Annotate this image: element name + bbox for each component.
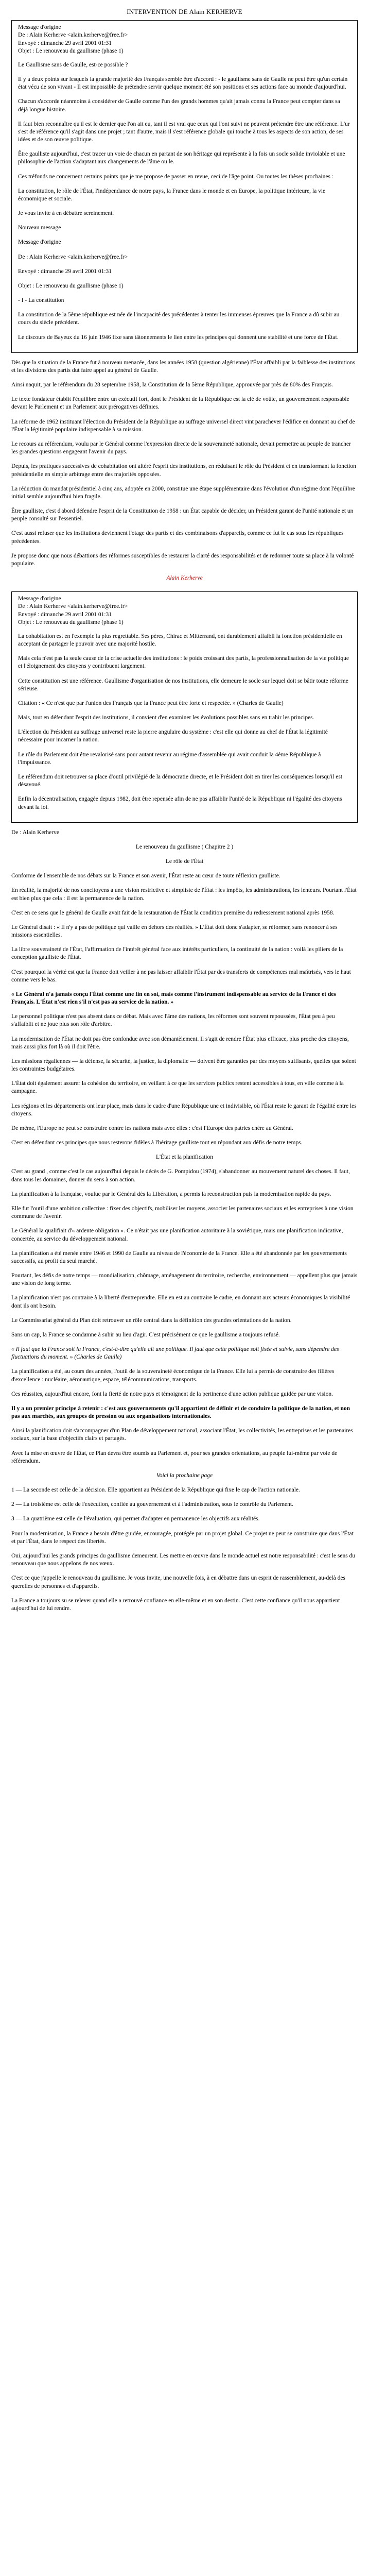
paragraph: La planification à la française, voulue par le Général dès la Libération, a permis la reconstruction puis la modernisation rapide du pays. xyxy=(11,1191,331,1197)
paragraph: L'élection du Président au suffrage universel reste la pierre angulaire du système : c'est elle qui donne au chef de l'État la légitimité nécessaire pour incarner la nation. xyxy=(18,729,328,743)
paragraph: Conforme de l'ensemble de nos débats sur la France et son avenir, l'État reste au cœur de toute réflexion gaulliste. xyxy=(11,873,280,879)
de-header: De : Alain Kerherve xyxy=(11,829,59,836)
paragraph: Oui, aujourd'hui les grands principes du gaullisme demeurent. Les mettre en œuvre dans le monde actuel est notre responsabilité : c'est le sens du renouveau que nous appelons de nos vœux. xyxy=(11,1552,356,1567)
section-plan-development xyxy=(11,1427,358,1465)
paragraph: C'est en défendant ces principes que nous resterons fidèles à l'héritage gaulliste tout en répondant aux défis de notre temps. xyxy=(11,1140,303,1146)
header-line: Objet : Le renouveau du gaullisme (phase 1) xyxy=(18,619,124,625)
paragraph: Dès que la situation de la France fut à nouveau menacée, dans les années 1958 (question algérienne) l'État affaibli par la faiblesse des institutions et les divisions des partis dut faire appel au général de Gaulle. xyxy=(11,359,355,374)
message-header xyxy=(18,24,351,55)
paragraph: Elle fut l'outil d'une ambition collective : fixer des objectifs, mobiliser les moyens, associer les partenaires sociaux et les entreprises à une vision commune de l'avenir. xyxy=(11,1206,354,1220)
paragraph: Mais cela n'est pas la seule cause de la crise actuelle des institutions : le poids croissant des partis, la professionnalisation de la vie politique et l'éloignement des citoyens y contribuent largement. xyxy=(18,655,349,670)
paragraph: La constitution de la 5ème république est née de l'incapacité des précédentes à tenter les immenses épreuves que la France a dû subir au cours du siècle précédent. xyxy=(18,312,340,326)
section-heading-plan: L'État et la planification xyxy=(156,1154,213,1161)
paragraph: Les missions régaliennes — la défense, la sécurité, la justice, la diplomatie — doivent être garanties par des moyens suffisants, quelles que soient les contraintes budgétaires. xyxy=(11,1058,356,1073)
paragraph: Enfin la décentralisation, engagée depuis 1982, doit être repensée afin de ne pas affaiblir l'unité de la République ni l'égalité des citoyens devant la loi. xyxy=(18,796,342,810)
list-item: 2 — La troisième est celle de l'exécution, confiée au gouvernement et à l'administration, sous le contrôle du Parlement. xyxy=(11,1501,293,1508)
paragraph: Ces réussites, aujourd'hui encore, font la fierté de notre pays et témoignent de la pertinence d'une action publique guidée par une vision. xyxy=(11,1391,333,1397)
paragraph: En réalité, la majorité de nos concitoyens a une vision restrictive et simpliste de l'État : les impôts, les administrations, les lenteurs. Pourtant l'État est bien plus que cela : il est la permanence de la nation. xyxy=(11,887,357,902)
paragraph: C'est aussi refuser que les institutions deviennent l'otage des partis et des combinaisons d'appareils, comme ce fut le cas sous les républiques précédentes. xyxy=(11,530,344,545)
paragraph: Le Général disait : « Il n'y a pas de politique qui vaille en dehors des réalités. » L'État doit donc s'adapter, se réformer, sans renoncer à ses missions essentielles. xyxy=(11,924,338,939)
chapter-subtitle: Le renouveau du gaullisme ( Chapitre 2 ) xyxy=(135,843,234,850)
paragraph: La planification a été menée entre 1946 et 1990 de Gaulle au niveau de l'économie de la France. Elle a été abandonnée par les gouvernements successifs, au profit du seul marché. xyxy=(11,1250,347,1264)
page-title: INTERVENTION DE Alain KERHERVE xyxy=(127,8,242,15)
paragraph: Le référendum doit retrouver sa place d'outil privilégié de la démocratie directe, et le Président doit en tirer les conséquences lorsqu'il est désavoué. xyxy=(18,773,343,788)
paragraph: Mais, tout en défendant l'esprit des institutions, il convient d'en examiner les évolutions possibles sans en trahir les principes. xyxy=(18,715,314,721)
paragraph: Les régions et les départements ont leur place, mais dans le cadre d'une République une et indivisible, où l'État reste le garant de l'égalité entre les citoyens. xyxy=(11,1103,357,1117)
paragraph: C'est ce que j'appelle le renouveau du gaullisme. Je vous invite, une nouvelle fois, à en débattre dans un esprit de rassemblement, au-delà des querelles de personnes et d'appareils. xyxy=(11,1575,345,1589)
paragraph: La modernisation de l'État ne doit pas être confondue avec son démantèlement. Il s'agit de rendre l'État plus efficace, plus proche des citoyens, mais aussi plus fort là où il doit l'être. xyxy=(11,1036,349,1050)
plan-paragraphs-2 xyxy=(11,1368,358,1398)
paragraph: La France a toujours su se relever quand elle a retrouvé confiance en elle-même et en son destin. C'est cette confiance qu'il nous appartient aujourd'hui de lui rendre. xyxy=(11,1597,340,1612)
quote-block: « Le Général n'a jamais conçu l'État comme une fin en soi, mais comme l'instrument indispensable au service de la France et des Français. L'État n'est rien s'il n'est pas au service de la nation. » xyxy=(11,991,336,1006)
paragraph: Le Général la qualifiait d'« ardente obligation ». Ce n'était pas une planification autoritaire à la soviétique, mais une planification indicative, concertée, au service du développement national. xyxy=(11,1228,343,1242)
main-body xyxy=(11,359,358,568)
section-heading-state: Le rôle de l'État xyxy=(165,858,204,865)
paragraph: Ainsi naquit, par le référendum du 28 septembre 1958, la Constitution de la 5ème République, approuvée par près de 80% des Français. xyxy=(11,382,333,388)
paragraph: Le personnel politique n'est pas absent dans ce débat. Mais avec l'âme des nations, les réformes sont souvent repoussées, l'État peu à peu s'affaiblit et ne joue plus son rôle d'arbitre. xyxy=(11,1013,335,1028)
header-line: Envoyé : dimanche 29 avril 2001 01:31 xyxy=(18,40,112,46)
paragraph: Le Commissariat général du Plan doit retrouver un rôle central dans la définition des grandes orientations de la nation. xyxy=(11,1317,292,1324)
paragraph: Ces tréfonds ne concernent certains points que je me propose de passer en revue, ceci de l'âge point. Ou toutes les thèses prochaines : xyxy=(18,173,333,180)
paragraph: C'est au grand , comme c'est le cas aujourd'hui depuis le décès de G. Pompidou (1974), s'abandonner au mouvement naturel des choses. Il faut, dans tous les domaines, donner du sens à son action. xyxy=(11,1168,350,1183)
paragraph: De même, l'Europe ne peut se construire contre les nations mais avec elles : c'est l'Europe des patries chère au Général. xyxy=(11,1125,293,1131)
signature: Alain Kerherve xyxy=(166,575,203,582)
paragraph: Pour la modernisation, la France a besoin d'être guidée, encouragée, protégée par un projet global. Ce projet ne peut se construire que dans l'État et par l'État, dans le respect des libertés. xyxy=(11,1530,354,1545)
paragraph: Il faut bien reconnaître qu'il est le dernier que l'on ait eu, tant il est vrai que ceux qui l'ont suivi ne peuvent prétendre être une référence. L'ur s'est de référence qu'il s'agit dans une projet ; tant d'autre, mais il s'est référence globale qui touche à tous les aspects de son action, de ses idées et de son œuvre politique. xyxy=(18,121,350,143)
paragraph: C'est pourquoi la vérité est que la France doit veiller à ne pas laisser affaiblir l'État par des transferts de compétences mal maîtrisés, vers le haut comme vers le bas. xyxy=(11,969,351,983)
section-plan xyxy=(11,1168,358,1243)
plan-paragraphs xyxy=(11,1250,358,1339)
paragraph: Avec la mise en œuvre de l'État, ce Plan devra être soumis au Parlement et, pour ses grandes orientations, au peuple lui-même par voie de référendum. xyxy=(11,1450,338,1464)
header-line: Message d'origine xyxy=(18,596,61,602)
paragraph: La cohabitation est en l'exemple la plus regrettable. Ses pères, Chirac et Mitterrand, ont durablement affaibli la fonction présidentielle en acceptant de partager le pouvoir avec une majorité hostile. xyxy=(18,633,342,648)
numbered-list xyxy=(11,1486,358,1523)
paragraph: La constitution, le rôle de l'État, l'indépendance de notre pays, la France dans le monde et en Europe, la politique intérieure, la vie économique et sociale. xyxy=(18,188,326,202)
reply-block-2 xyxy=(11,591,358,822)
paragraph: Sans un cap, la France se condamne à subir au lieu d'agir. C'est précisément ce que le gaullisme a toujours refusé. xyxy=(11,1331,280,1338)
reply-body-2 xyxy=(18,633,351,811)
header-line: Objet : Le renouveau du gaullisme (phase 1) xyxy=(18,47,124,54)
header-line: De : Alain Kerherve <alain.kerherve@free.fr> xyxy=(18,603,128,610)
paragraph: La planification a été, au cours des années, l'outil de la souveraineté économique de la France. Elle lui a permis de construire des filières d'excellence : nucléaire, aéronautique, espace, télécommunications, transports. xyxy=(11,1368,335,1383)
header-line: Message d'origine xyxy=(18,24,61,31)
paragraph: Envoyé : dimanche 29 avril 2001 01:31 xyxy=(18,268,112,275)
section-modernisation xyxy=(11,1013,358,1147)
paragraph: Le recours au référendum, voulu par le Général comme l'expression directe de la souveraineté nationale, devait permettre au peuple de trancher les grandes questions engageant l'avenir du pays. xyxy=(11,441,351,455)
list-heading: Voici la prochaine page xyxy=(156,1472,213,1479)
paragraph: Le discours de Bayeux du 16 juin 1946 fixe sans tâtonnements le lien entre les principes qui donnent une stabilité et une force de l'État. xyxy=(18,334,339,341)
paragraph: Le rôle du Parlement doit être revalorisé sans pour autant revenir au régime d'assemblée qui avait conduit la 4ème République à l'impuissance. xyxy=(18,751,321,766)
section-state xyxy=(11,872,358,984)
bold-principle: Il y a un premier principe à retenir : c'est aux gouvernements qu'il appartient de définir et de conduire la politique de la nation, et non pas aux marchés, aux groupes de pression ou aux organisations internationales. xyxy=(11,1405,350,1420)
paragraph: Pourtant, les défis de notre temps — mondialisation, chômage, aménagement du territoire, recherche, environnement — appellent plus que jamais une vision de long terme. xyxy=(11,1273,358,1287)
paragraph: La réduction du mandat présidentiel à cinq ans, adoptée en 2000, constitue une étape supplémentaire dans l'évolution d'un régime dont l'équilibre initial semble aujourd'hui bien fragile. xyxy=(11,485,355,500)
paragraph: La libre souveraineté de l'État, l'affirmation de l'intérêt général face aux intérêts particuliers, la continuité de la nation : voilà les piliers de la conception gaulliste de l'État. xyxy=(11,946,343,961)
header-line: De : Alain Kerherve <alain.kerherve@free.fr> xyxy=(18,32,128,39)
message-header-2 xyxy=(18,595,351,626)
paragraph: Message d'origine xyxy=(18,239,61,246)
paragraph: La réforme de 1962 instituant l'élection du Président de la République au suffrage universel direct vint parachever l'édifice en donnant au chef de l'État la légitimité populaire indispensable à sa mission. xyxy=(11,418,355,433)
list-item: 3 — La quatrième est celle de l'évaluation, qui permet d'adapter en permanence les objectifs aux réalités. xyxy=(11,1516,260,1522)
paragraph: Cette constitution est une référence. Gaullisme d'organisation de nos institutions, elle demeure le socle sur lequel doit se bâtir toute réforme sérieuse. xyxy=(18,677,348,692)
paragraph: Depuis, les pratiques successives de cohabitation ont altéré l'esprit des institutions, en réduisant le rôle du Président et en transformant la fonction présidentielle en simple arbitrage entre des majorités opposées. xyxy=(11,463,356,478)
paragraph: Ainsi la planification doit s'accompagner d'un Plan de développement national, associant l'État, les collectivités, les entreprises et les partenaires sociaux, sur la base d'objectifs clairs et partagés. xyxy=(11,1428,353,1442)
paragraph: Je vous invite à en débattre sereinement. xyxy=(18,210,114,217)
paragraph: Chacun s'accorde néanmoins à considérer de Gaulle comme l'un des grands hommes qu'ait jamais connu la France peut compter dans sa déjà longue histoire. xyxy=(18,98,340,113)
paragraph: C'est en ce sens que le général de Gaulle avait fait de la restauration de l'État la condition première du redressement national après 1958. xyxy=(11,909,335,916)
closing-paragraphs xyxy=(11,1530,358,1613)
list-item: 1 — La seconde est celle de la décision. Elle appartient au Président de la République qui fixe le cap de l'action nationale. xyxy=(11,1487,300,1494)
paragraph: Le Gaullisme sans de Gaulle, est-ce possible ? xyxy=(18,61,128,68)
paragraph: Il y a deux points sur lesquels la grande majorité des Français semble être d'accord : - le gaullisme sans de Gaulle ne peut être qu'un certain état vécu de son vivant - Il est impossible de prétendre servir quelque moment été son positions et ses actions face au monde d'aujourd'hui. xyxy=(18,76,348,91)
paragraph: - I - La constitution xyxy=(18,297,64,304)
paragraph: Objet : Le renouveau du gaullisme (phase 1) xyxy=(18,282,124,289)
plan-quote: « Il faut que la France soit la France, c'est-à-dire qu'elle ait une politique. Il faut que cette politique soit fixée et suivie, sans dépendre des fluctuations du moment. » (Charles de Gaulle) xyxy=(11,1346,339,1361)
reply-block-1 xyxy=(11,20,358,353)
paragraph: Je propose donc que nous débattions des réformes susceptibles de restaurer la clarté des responsabilités et de redonner toute sa place à la volonté populaire. xyxy=(11,552,354,567)
paragraph: De : Alain Kerherve <alain.kerherve@free.fr> xyxy=(18,253,128,260)
paragraph: Être gaulliste aujourd'hui, c'est tracer un voie de chacun en partant de son héritage qui représente à la fois un socle solide inviolable et une philosophie de l'action s'adaptant aux changements de l'âme ou le. xyxy=(18,151,345,165)
paragraph: L'État doit également assurer la cohésion du territoire, en veillant à ce que les services publics restent accessibles à tous, en ville comme à la campagne. xyxy=(11,1080,344,1095)
reply-body xyxy=(18,61,351,342)
paragraph: Être gaulliste, c'est d'abord défendre l'esprit de la Constitution de 1958 : un État capable de décider, un Président garant de l'unité nationale et un peuple consulté sur l'essentiel. xyxy=(11,508,354,522)
paragraph: Le texte fondateur établit l'équilibre entre un exécutif fort, dont le Président de la République est la clé de voûte, un gouvernement responsable devant le Parlement et un Parlement aux prérogatives définies. xyxy=(11,396,349,411)
paragraph: Citation : « Ce n'est que par l'union des Français que la France peut être forte et respectée. » (Charles de Gaulle) xyxy=(18,700,284,706)
paragraph: La planification n'est pas contraire à la liberté d'entreprendre. Elle en est au contraire le cadre, en donnant aux acteurs économiques la visibilité dont ils ont besoin. xyxy=(11,1295,350,1309)
paragraph: Nouveau message xyxy=(18,225,61,231)
header-line: Envoyé : dimanche 29 avril 2001 01:31 xyxy=(18,611,112,618)
